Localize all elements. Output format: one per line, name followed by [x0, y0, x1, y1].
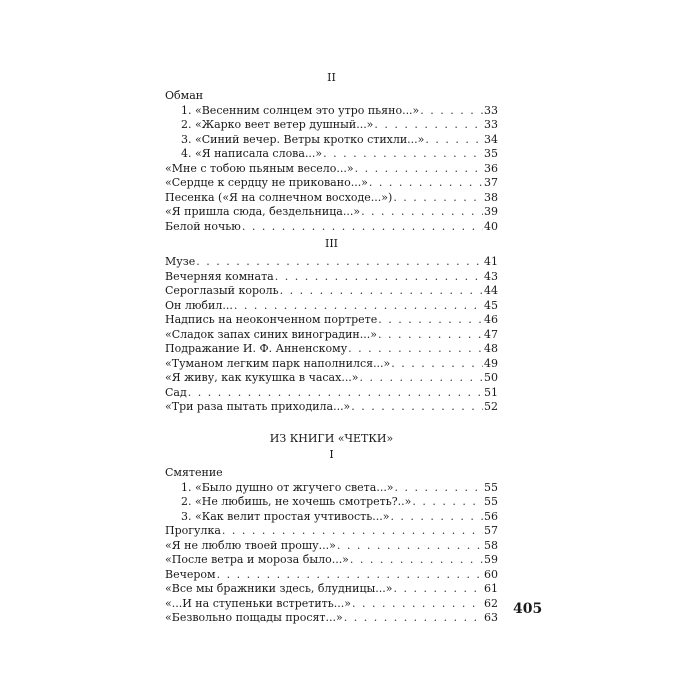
dot-leader [350, 553, 483, 568]
toc-entry-title: 2. «Жарко веет ветер душный...» [181, 118, 374, 132]
toc-entry-page: 58 [484, 538, 498, 552]
toc-entry-page: 56 [484, 509, 498, 523]
toc-entry [165, 191, 498, 206]
toc-entry-page: 33 [484, 103, 498, 117]
toc-entry-title: «Я не люблю твоей прошу...» [165, 538, 336, 552]
toc-entry-page: 51 [484, 385, 498, 399]
toc-entry-title: Сероглазый король [165, 284, 279, 298]
toc-entry [165, 118, 498, 133]
toc-entry [165, 400, 498, 415]
toc-entry-title: «Я пришла сюда, бездельница...» [165, 205, 361, 219]
dot-leader [196, 255, 483, 270]
toc-entry-title: 4. «Я написала слова...» [181, 147, 323, 161]
toc-entry-title: Вечером [165, 567, 216, 581]
toc-entry-title: «Я живу, как кукушка в часах...» [165, 371, 359, 385]
toc-entry-page: 48 [484, 342, 498, 356]
toc-entry [165, 597, 498, 612]
dot-leader [275, 270, 483, 285]
toc-entry-page: 55 [484, 495, 498, 509]
toc-section-i [165, 466, 498, 626]
toc-entry-page: 59 [484, 553, 498, 567]
toc-entry-title: Вечерняя комната [165, 269, 274, 283]
dot-leader [352, 597, 483, 612]
toc-entry [165, 176, 498, 191]
dot-leader [355, 162, 483, 177]
toc-entry-page: 44 [484, 284, 498, 298]
toc-entry-page: 41 [484, 255, 498, 268]
dot-leader [378, 313, 483, 328]
toc-entry-title: «...И на ступеньки встретить...» [165, 596, 351, 610]
dot-leader [337, 539, 483, 554]
toc-entry-page: 62 [484, 596, 498, 610]
section-heading-ii: II [327, 71, 336, 84]
toc-entry-title: 3. «Как велит простая учтивость...» [181, 509, 390, 523]
toc-entry-title: Музе [165, 255, 196, 268]
toc-entry-title: 1. «Весенним солнцем это утро пьяно...» [181, 103, 420, 117]
toc-entry [165, 284, 498, 299]
toc-entry-page: 45 [484, 298, 498, 312]
toc-entry [165, 220, 498, 235]
book-heading-chetki: ИЗ КНИГИ «ЧЕТКИ» [269, 432, 394, 445]
toc-entry-page: 55 [484, 480, 498, 494]
toc-entry [165, 524, 498, 539]
toc-entry-page: 34 [484, 132, 498, 146]
toc-entry-title: Надпись на неоконченном портрете [165, 313, 378, 327]
toc-entry [165, 89, 498, 104]
dot-leader [351, 400, 483, 415]
toc-entry-title: «Все мы бражники здесь, блудницы...» [165, 582, 393, 596]
dot-leader [393, 191, 483, 206]
dot-leader [390, 510, 483, 525]
toc-entry-page: 60 [484, 567, 498, 581]
toc-entry-page: 50 [484, 371, 498, 385]
toc-entry-title: Смятение [165, 466, 223, 479]
toc-entry-title: «Безвольно пощады просят...» [165, 611, 343, 625]
dot-leader [344, 611, 483, 626]
toc-entry-title: Белой ночью [165, 219, 241, 233]
dot-leader [420, 104, 483, 119]
dot-leader [425, 133, 483, 148]
toc-entry [165, 510, 498, 525]
toc-entry-title: 3. «Синий вечер. Ветры кротко стихли...» [181, 132, 425, 146]
toc-entry-page: 63 [484, 611, 498, 625]
toc-entry [165, 481, 498, 496]
toc-entry [165, 386, 498, 401]
toc-entry-title: «Туманом легким парк наполнился...» [165, 356, 391, 370]
dot-leader [391, 357, 483, 372]
toc-entry-title: Песенка («Я на солнечном восходе...») [165, 190, 393, 204]
toc-entry-title: Он любил... [165, 298, 233, 312]
dot-leader [217, 568, 483, 583]
toc-entry [165, 162, 498, 177]
toc-entry-title: Подражание И. Ф. Анненскому [165, 342, 348, 356]
toc-entry-page: 36 [484, 161, 498, 175]
dot-leader [234, 299, 483, 314]
toc-entry-page: 46 [484, 313, 498, 327]
dot-leader [360, 371, 483, 386]
toc-entry-title: «Сладок запах синих виноградин...» [165, 327, 377, 341]
toc-entry [165, 299, 498, 314]
toc-entry [165, 371, 498, 386]
toc-entry [165, 466, 498, 481]
toc-entry [165, 582, 498, 597]
toc-entry [165, 611, 498, 626]
dot-leader [395, 481, 483, 496]
toc-section-ii [165, 89, 498, 234]
toc-entry-title: «Мне с тобою пьяным весело...» [165, 161, 354, 175]
dot-leader [222, 524, 483, 539]
toc-entry-page: 35 [484, 147, 498, 161]
toc-entry [165, 328, 498, 343]
toc-entry-page: 52 [484, 400, 498, 414]
toc-entry-page: 57 [484, 524, 498, 538]
toc-entry [165, 495, 498, 510]
toc-entry-title: Прогулка [165, 524, 221, 538]
toc-entry-title: 1. «Было душно от жгучего света...» [181, 480, 394, 494]
toc-entry-page: 40 [484, 219, 498, 233]
section-heading-i: I [329, 448, 334, 461]
dot-leader [323, 147, 483, 162]
toc-entry-title: «Сердце к сердцу не приковано...» [165, 176, 368, 190]
dot-leader [394, 582, 484, 597]
toc-entry [165, 539, 498, 554]
toc-entry [165, 104, 498, 119]
section-heading-iii: III [324, 237, 339, 250]
dot-leader [412, 495, 483, 510]
toc-entry-page: 39 [484, 205, 498, 219]
toc-entry [165, 270, 498, 285]
toc-entry-page: 49 [484, 356, 498, 370]
toc-entry [165, 255, 498, 270]
dot-leader [369, 176, 483, 191]
toc-entry-page: 37 [484, 176, 498, 190]
dot-leader [361, 205, 483, 220]
toc-entry-title: Сад [165, 385, 187, 399]
dot-leader [242, 220, 483, 235]
toc-entry [165, 147, 498, 162]
toc-entry-page: 47 [484, 327, 498, 341]
toc-entry-page: 38 [484, 190, 498, 204]
toc-entry-title: 2. «Не любишь, не хочешь смотреть?..» [181, 495, 412, 509]
toc-entry [165, 357, 498, 372]
toc-section-iii [165, 255, 498, 415]
dot-leader [374, 118, 483, 133]
toc-entry [165, 342, 498, 357]
page-number: 405 [513, 601, 543, 617]
toc-entry [165, 205, 498, 220]
toc-entry-title: «Три раза пытать приходила...» [165, 400, 351, 414]
toc-entry-page: 43 [484, 269, 498, 283]
dot-leader [280, 284, 483, 299]
toc-entry-page: 33 [484, 118, 498, 132]
dot-leader [348, 342, 483, 357]
dot-leader [378, 328, 483, 343]
toc-entry-title: «После ветра и мороза было...» [165, 553, 349, 567]
toc-entry-title: Обман [165, 89, 204, 102]
toc-entry-page: 61 [484, 582, 498, 596]
toc-entry [165, 133, 498, 148]
toc-entry [165, 313, 498, 328]
toc-entry [165, 568, 498, 583]
dot-leader [188, 386, 483, 401]
toc-entry [165, 553, 498, 568]
